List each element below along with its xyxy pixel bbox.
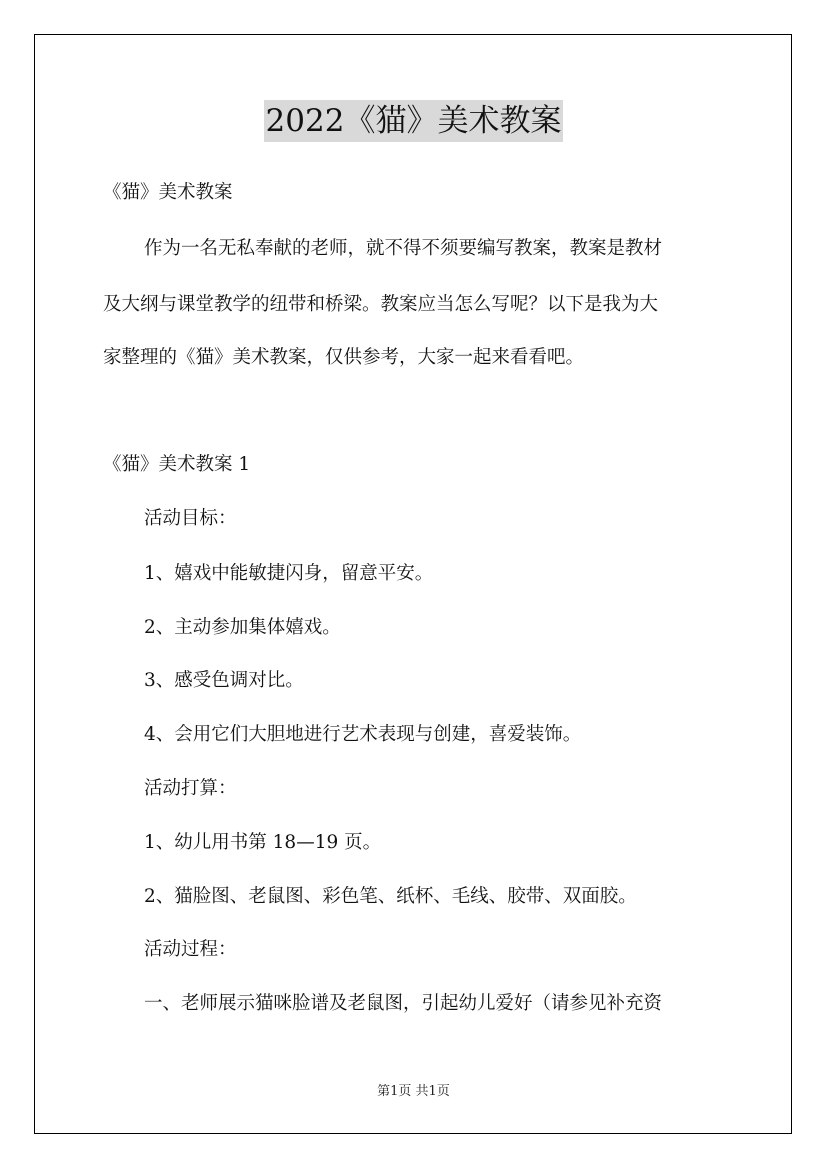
goal-item-3: 3、感受色调对比。 bbox=[144, 670, 304, 691]
process-item-1: 一、老师展示猫咪脸谱及老鼠图，引起幼儿爱好（请参见补充资 bbox=[144, 993, 663, 1014]
goal-item-1: 1、嬉戏中能敏捷闪身，留意平安。 bbox=[144, 563, 434, 584]
section-heading: 《猫》美术教案 1 bbox=[103, 454, 251, 475]
intro-line-1: 作为一名无私奉献的老师，就不得不须要编写教案，教案是教材 bbox=[144, 238, 663, 259]
prep-heading: 活动打算： bbox=[144, 778, 237, 799]
intro-line-3: 家整理的《猫》美术教案，仅供参考，大家一起来看看吧。 bbox=[103, 347, 585, 368]
process-heading: 活动过程： bbox=[144, 939, 237, 960]
prep-item-1: 1、幼儿用书第 18—19 页。 bbox=[144, 832, 382, 853]
goal-item-4: 4、会用它们大胆地进行艺术表现与创建，喜爱装饰。 bbox=[144, 724, 582, 745]
document-subtitle: 《猫》美术教案 bbox=[103, 182, 233, 203]
intro-line-2: 及大纲与课堂教学的纽带和桥梁。教案应当怎么写呢？以下是我为大 bbox=[103, 294, 659, 315]
goals-heading: 活动目标： bbox=[144, 508, 237, 529]
goal-item-2: 2、主动参加集体嬉戏。 bbox=[144, 617, 341, 638]
page-footer: 第1页 共1页 bbox=[377, 1084, 450, 1099]
document-title: 2022《猫》美术教案 bbox=[264, 100, 564, 142]
prep-item-2: 2、猫脸图、老鼠图、彩色笔、纸杯、毛线、胶带、双面胶。 bbox=[144, 886, 637, 907]
title-container bbox=[0, 100, 827, 142]
